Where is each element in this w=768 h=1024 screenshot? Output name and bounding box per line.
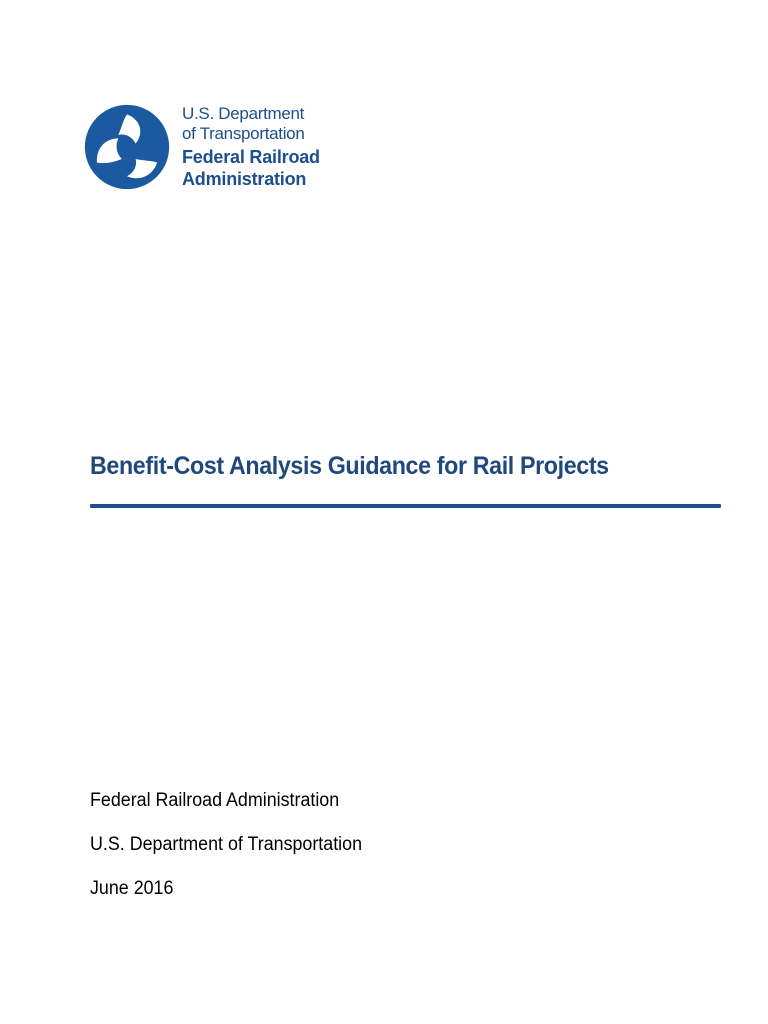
logo-line-transportation: of Transportation <box>182 124 305 143</box>
document-title: Benefit-Cost Analysis Guidance for Rail Projects <box>90 452 609 480</box>
dot-fra-logo <box>84 100 354 200</box>
dot-triskelion-icon <box>84 104 170 190</box>
logo-line-department: U.S. Department <box>182 104 305 123</box>
logo-line-administration: Administration <box>182 169 307 189</box>
publisher-department: U.S. Department of Transportation <box>90 834 363 855</box>
publisher-agency: Federal Railroad Administration <box>90 790 340 811</box>
publisher-info <box>90 790 590 922</box>
title-divider <box>90 504 721 508</box>
logo-wordmark <box>182 104 354 190</box>
logo-line-federal-railroad: Federal Railroad <box>182 147 320 167</box>
publication-date: June 2016 <box>90 878 174 899</box>
